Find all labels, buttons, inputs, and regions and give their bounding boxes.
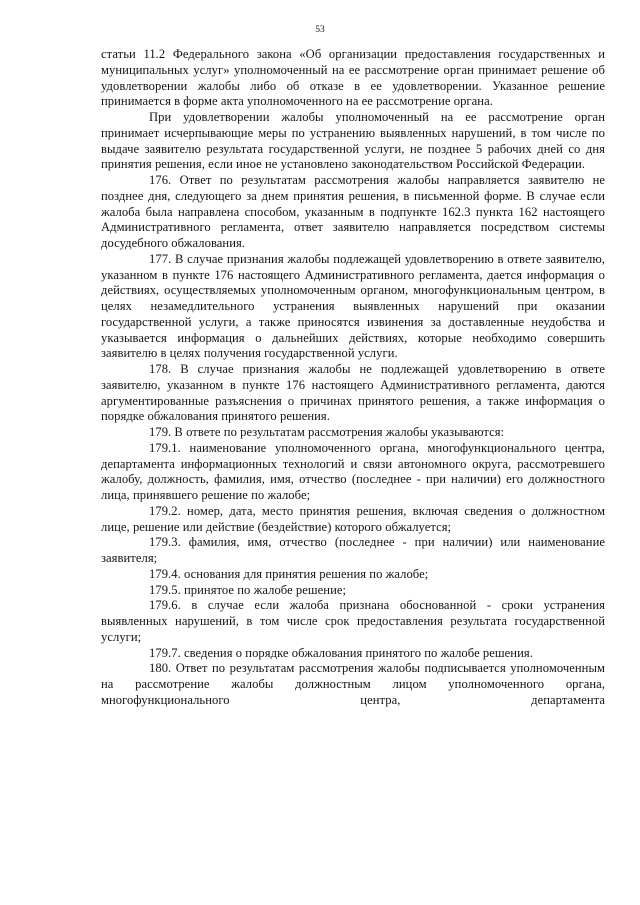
paragraph-179-4: 179.4. основания для принятия решения по жалобе; bbox=[149, 566, 429, 581]
paragraph-178: 178. В случае признания жалобы не подлежащей удовлетворению в ответе заявителю, указанном в пункте 176 настоящего Административного регламента, даются аргументированные разъяснения о причинах принятого решения, а также информация о порядке обжалования принятого решения. bbox=[101, 362, 605, 424]
page-number: 53 bbox=[315, 25, 325, 35]
paragraph-179-1: 179.1. наименование уполномоченного органа, многофункционального центра, департамента информационных технологий и связи автономного округа, рассмотревшего жалобу, должность, фамилия, имя, отчество (последнее - при наличии) его должностного лица, принявшего решение по жалобе; bbox=[101, 440, 605, 502]
paragraph-satisfaction-measures: При удовлетворении жалобы уполномоченный на ее рассмотрение орган принимает исчерпывающие меры по устранению выявленных нарушений, в том числе по выдаче заявителю результата государственной услуги, не позднее 5 рабочих дней со дня принятия решения, если иное не установлено законодательством Российской Федерации. bbox=[101, 110, 605, 172]
paragraph-179: 179. В ответе по результатам рассмотрения жалобы указываются: bbox=[149, 425, 505, 439]
document-body bbox=[101, 47, 605, 709]
paragraph-176: 176. Ответ по результатам рассмотрения жалобы направляется заявителю не позднее дня, следующего за днем принятия решения, в письменной форме. В случае если жалоба была направлена способом, указанным в подпункте 162.3 пункта 162 настоящего Административного регламента, ответ заявителю направляется посредством системы досудебного обжалования. bbox=[101, 173, 605, 250]
paragraph-179-5: 179.5. принятое по жалобе решение; bbox=[149, 582, 347, 597]
paragraph-179-2: 179.2. номер, дата, место принятия решения, включая сведения о должностном лице, решение или действие (бездействие) которого обжалуется; bbox=[101, 503, 605, 534]
paragraph-continuation: статьи 11.2 Федерального закона «Об организации предоставления государственных и муниципальных услуг» уполномоченный на ее рассмотрение орган принимает решение об удовлетворении жалобы либо об отказе в ее удовлетворении. Указанное решение принимается в форме акта уполномоченного на ее рассмотрение органа. bbox=[101, 47, 605, 109]
paragraph-180: 180. Ответ по результатам рассмотрения жалобы подписывается уполномоченным на рассмотрение жалобы должностным лицом уполномоченного органа, многофункционального центра, департамента bbox=[101, 661, 605, 707]
paragraph-177: 177. В случае признания жалобы подлежащей удовлетворению в ответе заявителю, указанном в пункте 176 настоящего Административного регламента, дается информация о действиях, осуществляемых уполномоченным органом, многофункциональным центром, в целях незамедлительного устранения выявленных нарушений при оказании государственной услуги, а также приносятся извинения за доставленные неудобства и указывается информация о дальнейших действиях, которые необходимо совершить заявителю в целях получения государственной услуги. bbox=[101, 251, 605, 361]
paragraph-179-6: 179.6. в случае если жалоба признана обоснованной - сроки устранения выявленных нарушений, в том числе срок предоставления результата государственной услуги; bbox=[101, 598, 605, 644]
paragraph-179-3: 179.3. фамилия, имя, отчество (последнее - при наличии) или наименование заявителя; bbox=[101, 535, 605, 565]
paragraph-179-7: 179.7. сведения о порядке обжалования принятого по жалобе решения. bbox=[149, 645, 533, 660]
